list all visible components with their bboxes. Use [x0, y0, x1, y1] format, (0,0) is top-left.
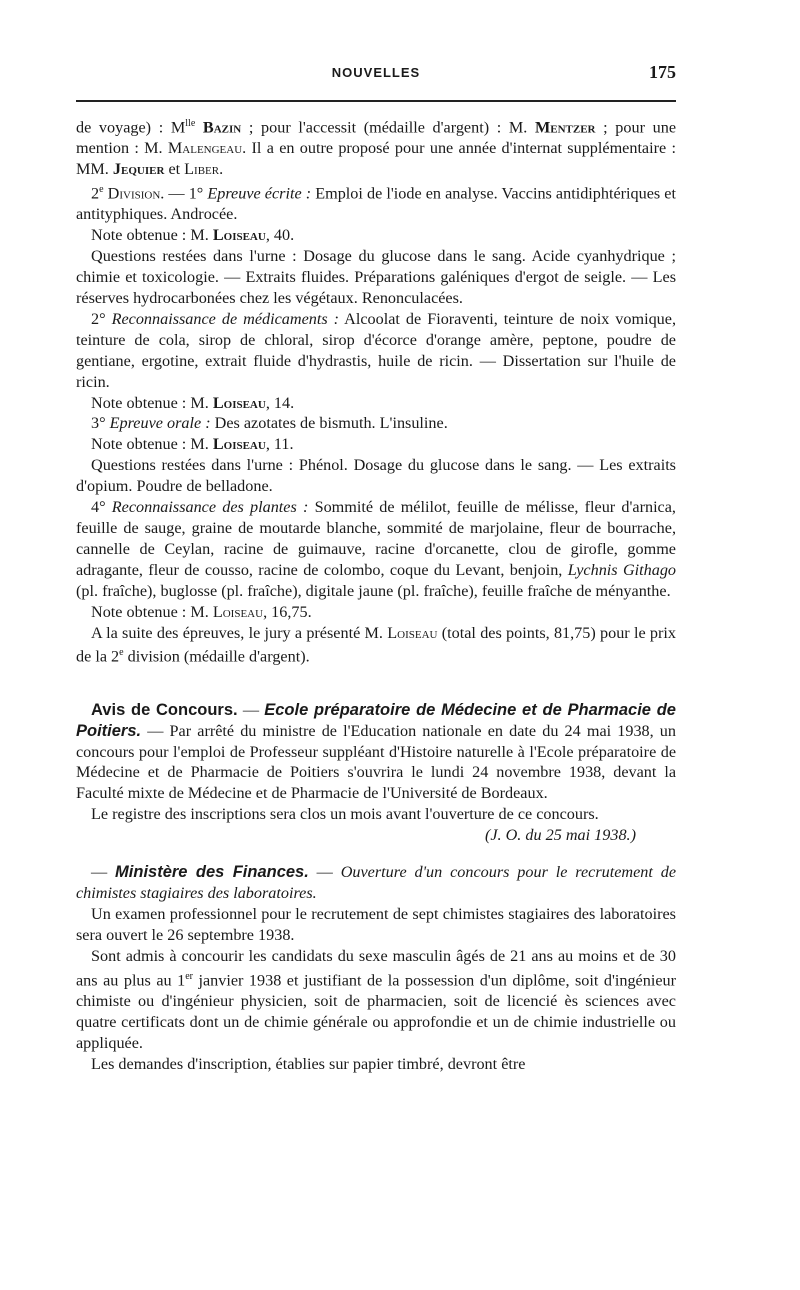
avis-concours-section: Avis de Concours. — Ecole préparatoire de Médecine et de Pharmacie de Poitiers. — Par arrêté du ministre de l'Education nationale en date du 24 mai 1938, un concours pour l'emploi de Professeur suppléant d'Histoire naturelle à l'Ecole préparatoire de Médecine et de Pharmacie de Poitiers s'ouvrira le lundi 24 novembre 1938, devant la Faculté mixte de Médecine et de Pharmacie de l'Université de Bordeaux.	[76, 700, 676, 803]
page-body	[76, 114, 676, 1075]
questions-1: Questions restées dans l'urne : Dosage du glucose dans le sang. Acide cyanhydrique ; chimie et toxicologie. — Extraits fluides. Préparations galéniques d'ergot de seigle. — Les réserves hydrocarbonées chez les végétaux. Renonculacées.	[76, 247, 676, 308]
section-subtitle-poitiers: Ecole préparatoire de Médecine et de Pharmacie de Poitiers.	[76, 700, 676, 740]
laureates-paragraph: de voyage) : $M^{lle}$ Bazin ; pour l'accessit (médaille d'argent) : M. Mentzer ; pour une mention : M. Malengeau. Il a en outre proposé pour une année d'internat supplémentaire : MM. Jequier et Liber.	[76, 118, 676, 179]
note-written: Note obtenue : M. Loiseau, 40.	[91, 226, 295, 245]
ministere-conditions: Sont admis à concourir les candidats du sexe masculin âgés de 21 ans au moins et de 30 ans au plus au 1er janvier 1938 et justifiant de la possession d'un diplôme, soit d'ingénieur chimiste ou d'ingénieur physicien, soit de pharmacien, soit de licencié ès sciences avec quatre certificats dont un de chimie générale ou approfondie et un de chimie industrielle ou appliquée.	[76, 946, 677, 1052]
recognition-medicines: 2° Reconnaissance de médicaments : Alcoolat de Fioraventi, teinture de noix vomique, teinture de cola, sirop de chloral, sirop d'écorce d'orange amère, peptone, poudre de gentiane, ergotine, extrait fluide d'hydrastis, huile de ricin. — Dissertation sur l'huile de ricin.	[76, 309, 676, 391]
name-liber: Liber	[184, 160, 220, 179]
oral-exam: 3° Epreuve orale : Des azotates de bismuth. L'insuline.	[91, 414, 448, 433]
ministere-section: — Ministère des Finances. — Ouverture d'un concours pour le recrutement de chimistes stagiaires des laboratoires.	[76, 863, 677, 902]
section-title-avis: Avis de Concours.	[91, 700, 238, 719]
section-subtitle-chimistes: Ouverture d'un concours pour le recrutement de chimistes stagiaires des laboratoires.	[76, 863, 677, 902]
avis-registre: Le registre des inscriptions sera clos un mois avant l'ouverture de ce concours. (J. O. du 25 mai 1938.)	[91, 805, 636, 845]
name-mentzer: Mentzer	[534, 118, 596, 137]
note-medicines: Note obtenue : M. Loiseau, 14.	[91, 393, 295, 412]
ministere-examen: Un examen professionnel pour le recrutement de sept chimistes stagiaires des laboratoires sera ouvert le 26 septembre 1938.	[76, 904, 676, 944]
division-2-written: 2e Division. — 1° Epreuve écrite : Emploi de l'iode en analyse. Vaccins antidiphtériques et antityphiques. Androcée.	[76, 184, 676, 224]
source-citation: (J. O. du 25 mai 1938.)	[484, 826, 636, 845]
jury-result: A la suite des épreuves, le jury a présenté M. Loiseau (total des points, 81,75) pour le prix de la 2e division (médaille d'argent).	[76, 623, 676, 666]
section-title-ministere: Ministère des Finances.	[115, 863, 309, 882]
page-header	[76, 62, 676, 102]
name-jequier: Jequier	[112, 160, 165, 179]
name-bazin: Bazin	[202, 118, 242, 137]
note-plants: Note obtenue : M. Loiseau, 16,75.	[91, 602, 312, 621]
note-oral: Note obtenue : M. Loiseau, 11.	[91, 435, 294, 454]
ministere-demandes: Les demandes d'inscription, établies sur papier timbré, devront être	[91, 1054, 526, 1073]
questions-2: Questions restées dans l'urne : Phénol. Dosage du glucose dans le sang. — Les extraits d'opium. Poudre de belladone.	[76, 456, 676, 496]
running-head: NOUVELLES	[331, 65, 421, 80]
page-number: 175	[649, 62, 676, 82]
name-malengeau: Malengeau	[167, 139, 243, 158]
recognition-plants: 4° Reconnaissance des plantes : Sommité de mélilot, feuille de mélisse, fleur d'arnica, feuille de sauge, graine de moutarde blanche, sommité de marjolaine, fleur de bourrache, cannelle de Ceylan, racine de guimauve, racine d'orcanette, clou de girofle, gomme adragante, fleur de cousso, racine de colombo, coque du Levant, benjoin, Lychnis Githago (pl. fraîche), buglosse (pl. fraîche), digitale jaune (pl. fraîche), feuille fraîche de ményanthe.	[76, 498, 677, 600]
